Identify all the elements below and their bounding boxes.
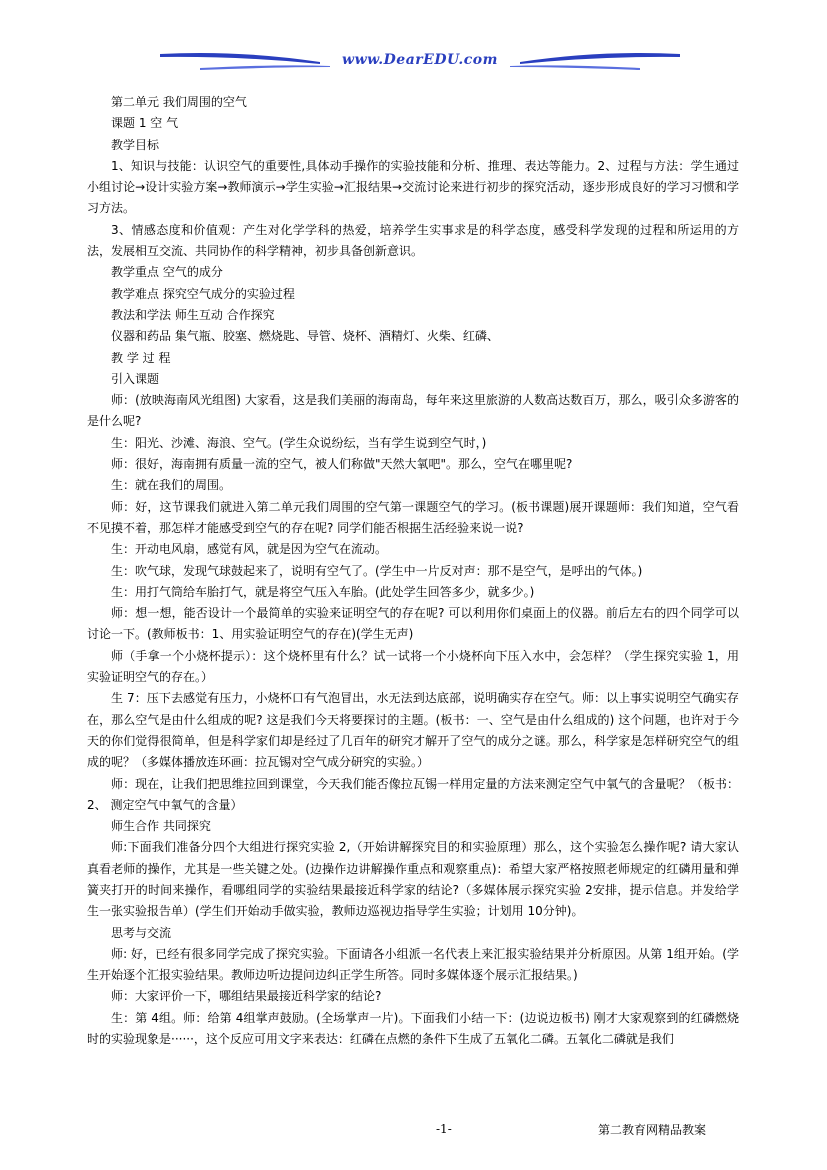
site-banner-text[interactable]: www.DearEDU.com — [342, 52, 498, 68]
paragraph: 生：阳光、沙滩、海浪、空气。(学生众说纷纭，当有学生说到空气时，) — [111, 435, 487, 450]
paragraph: 师: 好，已经有很多同学完成了探究实验。下面请各小组派一名代表上来汇报实验结果并分析原因。从第 1组开始。(学生开始逐个汇报实验结果。教师边听边提问边纠正学生所答。同时多媒体逐个展示汇报结果。) — [87, 946, 739, 983]
equipment-list: 仪器和药品 集气瓶、胶塞、燃烧匙、导管、烧杯、酒精灯、火柴、红磷、 — [111, 329, 499, 344]
paragraph: 师：很好，海南拥有质量一流的空气，被人们称做"天然大氧吧"。那么，空气在哪里呢? — [111, 457, 573, 472]
paragraph: 生：用打气筒给车胎打气，就是将空气压入车胎。(此处学生回答多少，就多少。) — [111, 584, 535, 599]
paragraph: 生：就在我们的周围。 — [111, 478, 232, 493]
paragraph: 生：第 4组。师：给第 4组掌声鼓励。(全场掌声一片)。下面我们小结一下：(边说边板书) 刚才大家观察到的红磷燃烧时的实验现象是······，这个反应可用文字来表达：红磷在点燃的条件下生成了五氧化二磷。五氧化二磷就是我们 — [87, 1010, 739, 1047]
footer-source: 第二教育网精品教案 — [598, 1123, 707, 1137]
teaching-method: 教法和学法 师生互动 合作探究 — [111, 307, 275, 322]
paragraph: 师（手拿一个小烧杯提示）：这个烧杯里有什么？试一试将一个小烧杯向下压入水中，会怎样？（学生探究实验 1，用实验证明空气的存在。） — [87, 648, 739, 685]
paragraph: 1、知识与技能：认识空气的重要性,具体动手操作的实验技能和分析、推理、表达等能力。2、过程与方法：学生通过小组讨论→设计实验方案→教师演示→学生实验→汇报结果→交流讨论来进行初步的探究活动，逐步形成良好的学习习惯和学习方法。 — [87, 158, 739, 216]
lesson-title: 课题 1 空 气 — [111, 116, 179, 131]
section-heading-cooperation: 师生合作 共同探究 — [111, 819, 211, 834]
paragraph: 生 7：压下去感觉有压力，小烧杯口有气泡冒出，水无法到达底部，说明确实存在空气。师：以上事实说明空气确实存在，那么空气是由什么组成的呢? 这是我们今天将要探讨的主题。(板书：一、空气是由什么组成的) 这个问题，也许对于今天的你们觉得很简单，但是科学家们却是经过了几百年的研究才解开了空气的成分之谜。那么，科学家是怎样研究空气的组成的呢？（多媒体播放连环画：拉瓦锡对空气成分研究的实验。） — [87, 691, 739, 770]
key-point: 教学重点 空气的成分 — [111, 265, 223, 280]
section-heading-objectives: 教学目标 — [111, 137, 160, 152]
unit-title: 第二单元 我们周围的空气 — [111, 95, 247, 109]
section-heading-discussion: 思考与交流 — [111, 925, 172, 940]
difficult-point: 教学难点 探究空气成分的实验过程 — [111, 286, 295, 301]
paragraph: 生：吹气球，发现气球鼓起来了，说明有空气了。(学生中一片反对声：那不是空气，是呼出的气体。) — [111, 563, 643, 578]
paragraph: 师：现在，让我们把思维拉回到课堂，今天我们能否像拉瓦锡一样用定量的方法来测定空气中氧气的含量呢？（板书：2、 测定空气中氧气的含量） — [87, 776, 739, 812]
paragraph: 师:下面我们准备分四个大组进行探究实验 2,（开始讲解探究目的和实验原理）那么，这个实验怎么操作呢? 请大家认真看老师的操作，尤其是一些关键之处。(边操作边讲解操作重点和观察重点)：希望大家严格按照老师规定的红磷用量和弹簧夹打开的时间来操作，看哪组同学的实验结果最接近科学家的结论?（多媒体展示探究实验 2安排，提示信息。并发给学生一张实验报告单）(学生们开始动手做实验，教师边巡视边指导学生实验；计划用 10分钟)。 — [87, 840, 739, 919]
paragraph: 师：好，这节课我们就进入第二单元我们周围的空气第一课题空气的学习。(板书课题)展开课题师：我们知道，空气看不见摸不着，那怎样才能感受到空气的存在呢? 同学们能否根据生活经验来说一说? — [87, 499, 739, 535]
section-heading-intro: 引入课题 — [111, 371, 160, 386]
paragraph: 师：想一想，能否设计一个最简单的实验来证明空气的存在呢? 可以利用你们桌面上的仪器。前后左右的四个同学可以讨论一下。(教师板书：1、用实验证明空气的存在)(学生无声) — [87, 606, 739, 642]
lesson-body — [87, 92, 739, 1050]
paragraph: 师：(放映海南风光组图) 大家看，这是我们美丽的海南岛，每年来这里旅游的人数高达数百万，那么，吸引众多游客的是什么呢? — [87, 393, 739, 429]
section-heading-process: 教 学 过 程 — [111, 350, 171, 365]
paragraph: 3、情感态度和价值观：产生对化学学科的热爱，培养学生实事求是的科学态度，感受科学发现的过程和所运用的方法，发展相互交流、共同协作的科学精神，初步具备创新意识。 — [87, 222, 739, 259]
paragraph: 生：开动电风扇，感觉有风，就是因为空气在流动。 — [111, 542, 388, 557]
paragraph: 师：大家评价一下，哪组结果最接近科学家的结论? — [111, 989, 382, 1004]
page-number: -1- — [436, 1122, 452, 1136]
site-banner[interactable] — [160, 44, 680, 80]
